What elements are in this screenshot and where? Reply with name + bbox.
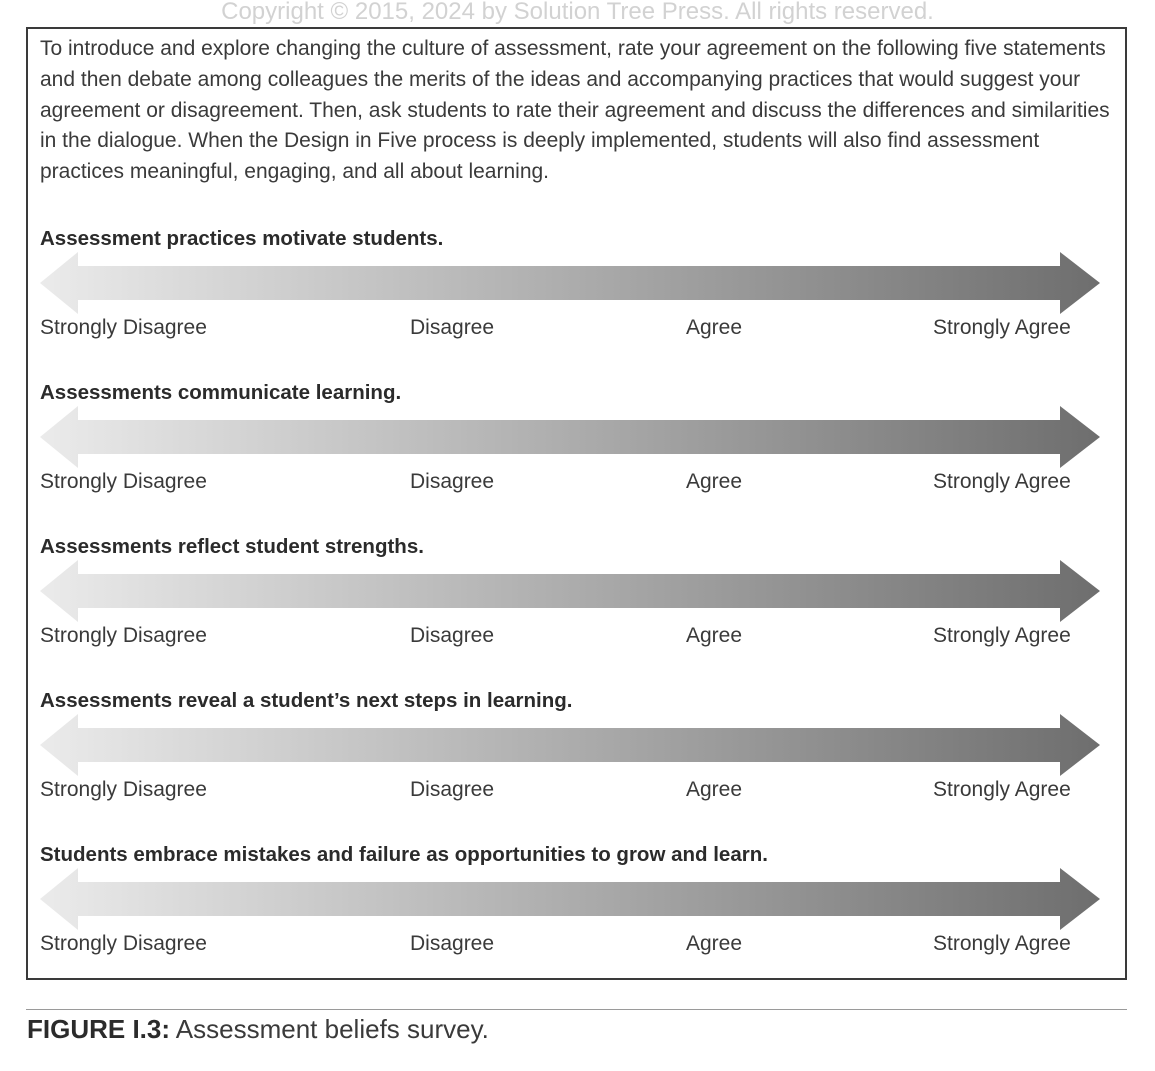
- statement-text: Students embrace mistakes and failure as opportunities to grow and learn.: [40, 843, 768, 866]
- double-arrow-shape: [40, 868, 1100, 930]
- scale-label-disagree: Disagree: [410, 316, 495, 339]
- survey-item: [40, 843, 1102, 986]
- scale-label-strongly-agree: Strongly Agree: [933, 778, 1071, 801]
- scale-label-agree: Agree: [686, 316, 743, 339]
- scale-label-strongly-agree: Strongly Agree: [933, 470, 1071, 493]
- agreement-scale-arrow[interactable]: [40, 868, 1100, 930]
- scale-label-disagree: Disagree: [410, 778, 495, 801]
- scale-label-agree: Agree: [686, 932, 743, 955]
- scale-label-disagree: Disagree: [410, 470, 495, 493]
- double-arrow-shape: [40, 252, 1100, 314]
- double-arrow-shape: [40, 560, 1100, 622]
- agreement-scale-arrow[interactable]: [40, 252, 1100, 314]
- scale-label-agree: Agree: [686, 470, 743, 493]
- double-arrow-shape: [40, 406, 1100, 468]
- scale-label-disagree: Disagree: [410, 624, 495, 647]
- statement-text: Assessments reflect student strengths.: [40, 535, 424, 558]
- figure-number: FIGURE I.3:: [27, 1014, 171, 1044]
- scale-label-strongly-disagree: Strongly Disagree: [40, 624, 207, 647]
- figure-caption: [27, 1014, 489, 1045]
- statement-text: Assessment practices motivate students.: [40, 227, 444, 250]
- agreement-scale-arrow[interactable]: [40, 714, 1100, 776]
- survey-item: [40, 227, 1102, 370]
- copyright-watermark: Copyright © 2015, 2024 by Solution Tree Press. All rights reserved.: [221, 0, 934, 25]
- figure-title: Assessment beliefs survey.: [170, 1014, 489, 1044]
- statement-text: Assessments reveal a student’s next steps in learning.: [40, 689, 573, 712]
- scale-label-strongly-disagree: Strongly Disagree: [40, 778, 207, 801]
- scale-label-strongly-agree: Strongly Agree: [933, 316, 1071, 339]
- caption-divider: [26, 1009, 1127, 1010]
- scale-label-strongly-disagree: Strongly Disagree: [40, 316, 207, 339]
- intro-paragraph: To introduce and explore changing the culture of assessment, rate your agreement on the following five statements and then debate among colleagues the merits of the ideas and accompanying practices that would suggest your agreement or disagreement. Then, ask students to rate their agreement and discuss the differences and similarities in the dialogue. When the Design in Five process is deeply implemented, students will also find assessment practices meaningful, engaging, and all about learning.: [40, 37, 1110, 184]
- double-arrow-shape: [40, 714, 1100, 776]
- scale-label-strongly-disagree: Strongly Disagree: [40, 470, 207, 493]
- scale-label-strongly-disagree: Strongly Disagree: [40, 932, 207, 955]
- survey-item: [40, 535, 1102, 678]
- scale-label-agree: Agree: [686, 624, 743, 647]
- statement-text: Assessments communicate learning.: [40, 381, 402, 404]
- scale-label-disagree: Disagree: [410, 932, 495, 955]
- agreement-scale-arrow[interactable]: [40, 406, 1100, 468]
- survey-item: [40, 689, 1102, 832]
- survey-item: [40, 381, 1102, 524]
- scale-label-agree: Agree: [686, 778, 743, 801]
- scale-label-strongly-agree: Strongly Agree: [933, 624, 1071, 647]
- agreement-scale-arrow[interactable]: [40, 560, 1100, 622]
- scale-label-strongly-agree: Strongly Agree: [933, 932, 1071, 955]
